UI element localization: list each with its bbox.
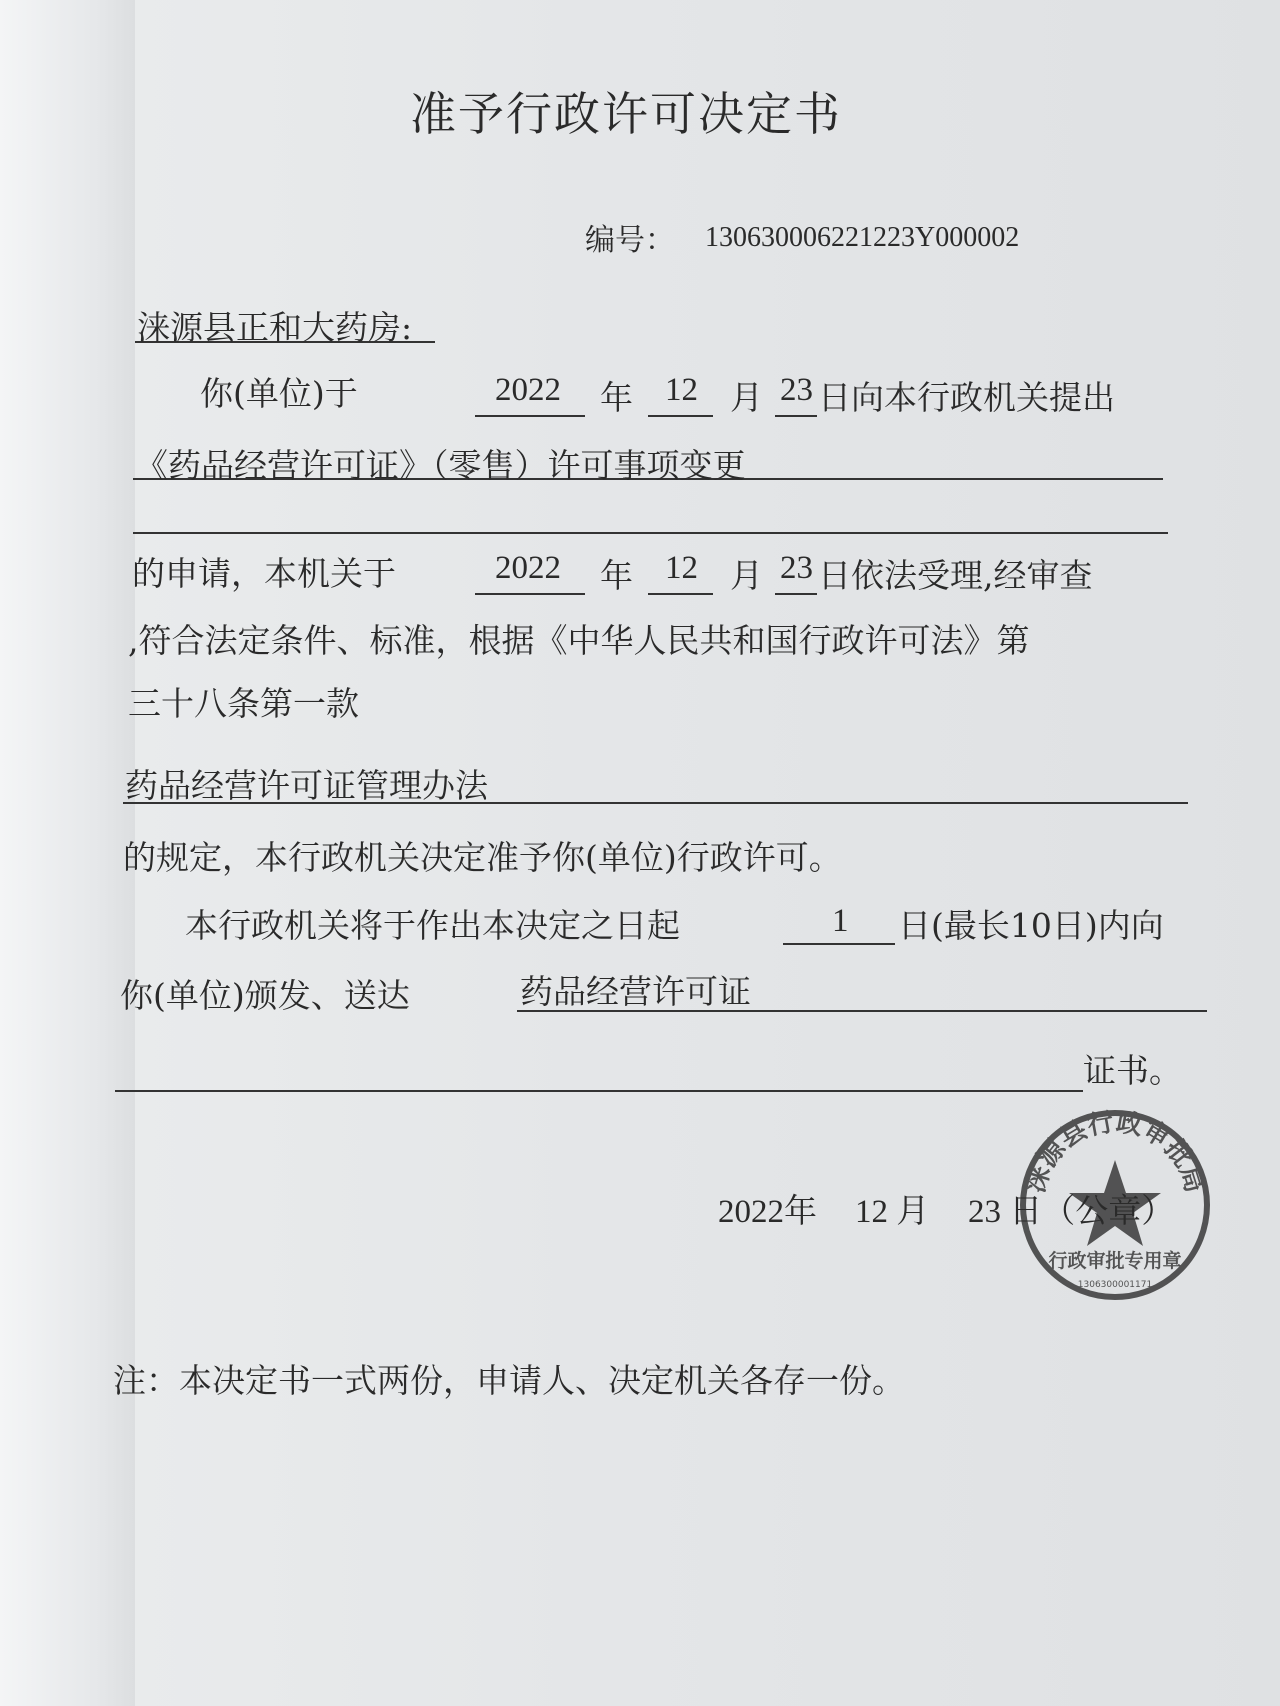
document-number: 13063000622122​3Y000002	[705, 222, 1020, 253]
document-title: 准予行政许可决定书	[410, 87, 842, 141]
apply-day: 23	[780, 372, 813, 408]
apply-day-underline	[775, 415, 817, 417]
seal-inner-text: 行政审批专用章	[1048, 1250, 1182, 1272]
addressee: 涞源县正和大药房:	[137, 308, 413, 347]
line3: ,符合法定条件、标准，根据《中华人民共和国行政许可法》第	[128, 621, 1030, 660]
sign-year: 2022年	[718, 1194, 817, 1230]
sign-month: 12 月	[855, 1194, 930, 1230]
apply-year-underline	[475, 415, 585, 417]
accept-month-underline	[648, 593, 713, 595]
month-unit: 月	[730, 378, 763, 417]
sign-day: 23 日（公章）	[968, 1194, 1175, 1230]
year-unit: 年	[600, 556, 633, 595]
line2-suffix: 日依法受理,经审查	[818, 556, 1093, 595]
note: 注：本决定书一式两份，申请人、决定机关各存一份。	[113, 1361, 905, 1400]
line2-prefix: 的申请，本机关于	[132, 554, 396, 593]
days-underline	[783, 943, 895, 945]
line6-prefix: 本行政机关将于作出本决定之日起	[185, 906, 680, 945]
accept-month: 12	[665, 550, 698, 586]
line5: 的规定，本行政机关决定准予你(单位)行政许可。	[123, 838, 842, 877]
accept-year-underline	[475, 593, 585, 595]
accept-day-underline	[775, 593, 817, 595]
days: 1	[832, 903, 849, 939]
page-spine-shadow	[0, 0, 135, 1706]
line1-suffix: 日向本行政机关提出	[818, 378, 1115, 417]
apply-year: 2022	[495, 372, 561, 408]
month-unit: 月	[730, 556, 763, 595]
line6-suffix: 日(最长10日)内向	[898, 906, 1164, 945]
certificate: 药品经营许可证	[520, 972, 751, 1011]
application-underline-2	[133, 532, 1168, 534]
seal-code: 1306300001171	[1077, 1280, 1153, 1290]
apply-month: 12	[665, 372, 698, 408]
application-item: 《药品经营许可证》（零售）许可事项变更	[135, 446, 746, 485]
number-label: 编号：	[585, 223, 675, 258]
seal-outer-text: 涞源县行政审批局	[1020, 1107, 1210, 1197]
accept-year: 2022	[495, 550, 561, 586]
accept-day: 23	[780, 550, 813, 586]
apply-month-underline	[648, 415, 713, 417]
line8-suffix: 证书。	[1083, 1051, 1182, 1090]
blank-underline	[115, 1090, 1083, 1092]
line7-prefix: 你(单位)颁发、送达	[120, 976, 410, 1015]
year-unit: 年	[600, 378, 633, 417]
line4: 三十八条第一款	[128, 684, 359, 723]
regulation: 药品经营许可证管理办法	[125, 766, 488, 805]
line1-prefix: 你(单位)于	[200, 374, 358, 413]
